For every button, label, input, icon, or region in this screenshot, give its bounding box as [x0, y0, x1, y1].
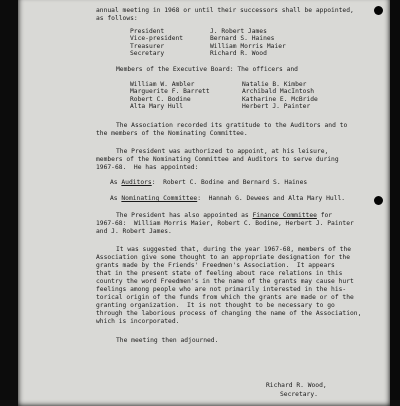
- punch-hole-icon: [374, 6, 383, 15]
- paragraph-line: It was suggested that, during the year 1967-68, members of the: [116, 246, 352, 253]
- paragraph-line: country the word Freedmen's in the name of the grants may cause hurt: [96, 278, 354, 285]
- officer-name: William Morris Maier: [210, 42, 286, 50]
- officers-names: [210, 28, 286, 58]
- paragraph-line: feelings among people who are not primarily interested in the his-: [96, 286, 347, 293]
- paragraph-line: 1967-68. He has appointed:: [96, 164, 199, 171]
- adjourned-line: The meeting then adjourned.: [116, 337, 219, 344]
- officer-name: J. Robert James: [210, 28, 267, 35]
- exec-member: William W. Ambler: [130, 81, 195, 88]
- scan-left-edge: [0, 0, 18, 400]
- paragraph-line: torical origin of the funds from which the grants are made or of the: [96, 294, 354, 301]
- paragraph-line: that in the present state of feeling about race relations in this: [96, 270, 343, 277]
- officer-name: Richard R. Wood: [210, 50, 267, 58]
- officer-name: Bernard S. Haines: [210, 35, 275, 43]
- paragraph-line: members of the Nominating Committee and Auditors to serve during: [96, 156, 339, 163]
- exec-board-heading: Members of the Executive Board: The officers and: [116, 66, 298, 73]
- officer-title: Secretary: [130, 50, 165, 58]
- auditors-line: As Auditors: Robert C. Bodine and Bernard S. Haines: [110, 179, 308, 186]
- finance-line: and J. Robert James.: [96, 228, 172, 235]
- nominating-line: As Nominating Committee: Hannah G. Dewees and Alta Mary Hull.: [110, 195, 346, 202]
- paragraph-line: grants made by the Friends' Freedmen's Association. It appears: [96, 262, 335, 269]
- exec-member: Herbert J. Painter: [242, 103, 311, 111]
- paragraph-line: granting organization. It is not thought to be necessary to go: [96, 302, 335, 309]
- punch-hole-icon: [374, 196, 383, 205]
- paragraph-line: The President was authorized to appoint, at his leisure,: [116, 148, 329, 155]
- exec-members-right: [242, 81, 318, 111]
- paragraph-line: Association give some thought to an appropriate designation for the: [96, 254, 351, 261]
- scan-right-edge: [390, 0, 400, 400]
- exec-member: Alta Mary Hull: [130, 103, 184, 111]
- paragraph-line: through the laborious process of changing the name of the Association,: [96, 310, 362, 317]
- paragraph-line: the members of the Nominating Committee.: [96, 130, 248, 137]
- signature-title: Secretary.: [280, 391, 318, 398]
- officer-title: Treasurer: [130, 42, 165, 50]
- exec-member: Katharine E. McBride: [242, 95, 318, 103]
- intro-line: annual meeting in 1968 or until their successors shall be appointed,: [96, 7, 354, 14]
- officers-titles: [130, 28, 183, 58]
- document-page: [18, 0, 390, 406]
- exec-member: Archibald MacIntosh: [242, 88, 315, 96]
- auditors-label: Auditors: [121, 179, 152, 186]
- finance-line: The President has also appointed as Finance Committee for: [116, 212, 333, 219]
- finance-label: Finance Committee: [252, 212, 317, 219]
- nominating-label: Nominating Committee: [121, 195, 198, 202]
- exec-member: Marguerite F. Barrett: [130, 88, 210, 96]
- intro-line: as follows:: [96, 15, 138, 22]
- finance-line: 1967-68: William Morris Maier, Robert C. Bodine, Herbert J. Painter: [96, 220, 354, 227]
- paragraph-line: The Association recorded its gratitude to the Auditors and to: [116, 122, 348, 129]
- exec-members-left: [130, 81, 210, 111]
- officer-title: Vice-president: [130, 35, 184, 43]
- officer-title: President: [130, 28, 165, 35]
- exec-member: Robert C. Bodine: [130, 95, 191, 103]
- paragraph-line: which is incorporated.: [96, 318, 180, 325]
- signature-name: Richard R. Wood,: [266, 382, 327, 389]
- bleed-through-text: [46, 0, 236, 5]
- exec-member: Natalie B. Kimber: [242, 81, 307, 88]
